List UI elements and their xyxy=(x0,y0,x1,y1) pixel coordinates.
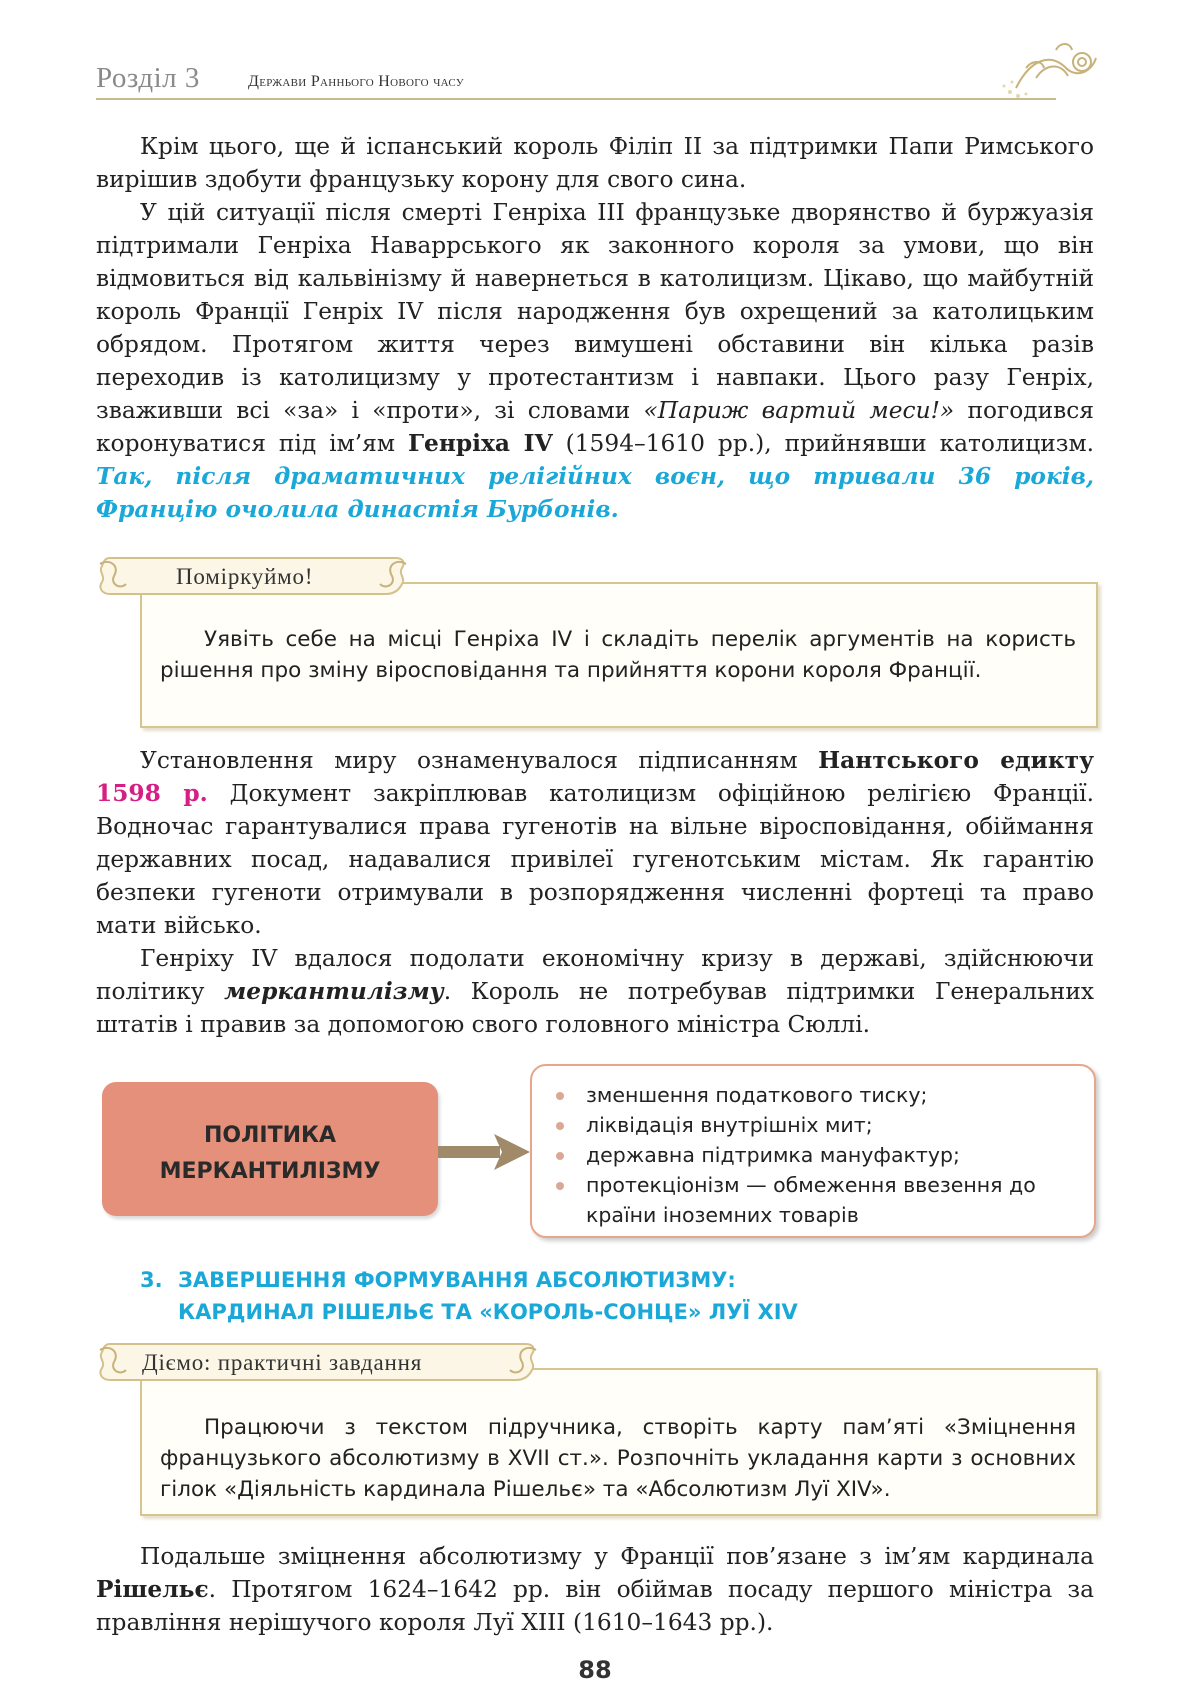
bullet-icon xyxy=(556,1122,564,1130)
mercantilism-box-label xyxy=(102,1118,438,1190)
bullet-icon xyxy=(556,1092,564,1100)
term-mercantilism: меркантилізму xyxy=(224,978,444,1005)
task-2-text: Працюючи з текстом підручника, створіть карту пам’яті «Зміцнення французького абсолютизму в XVII ст.». Розпочніть укладання карти з основних гілок «Діяльність кардинала Рішельє» та «Абсолютизм Луї XIV». xyxy=(160,1415,1076,1502)
nantes-edict: Нантського едикту xyxy=(818,747,1094,774)
list-item-text: протекціонізм — обмеження ввезення до країни іноземних товарів xyxy=(586,1173,1036,1227)
section-title: Держави Раннього Нового часу xyxy=(248,73,464,90)
mercantilism-measures-box xyxy=(530,1064,1096,1238)
section-heading-line-2: КАРДИНАЛ РІШЕЛЬЄ ТА «КОРОЛЬ-СОНЦЕ» ЛУЇ XIV xyxy=(178,1300,798,1324)
list-item-text: державна підтримка мануфактур; xyxy=(586,1143,960,1167)
task-tab-reflect xyxy=(96,554,410,598)
paragraph-5 xyxy=(96,1540,1094,1639)
task-tab-practice xyxy=(96,1340,540,1384)
section-heading-line-1: ЗАВЕРШЕННЯ ФОРМУВАННЯ АБСОЛЮТИЗМУ: xyxy=(178,1268,736,1292)
chapter-label: Розділ 3 xyxy=(96,62,200,94)
header-rule xyxy=(96,98,1056,100)
task-box-practice-text xyxy=(160,1412,1076,1505)
floral-ornament-icon xyxy=(996,38,1106,102)
paragraph-5-rest: . Протягом 1624–1642 рр. він обіймав посаду першого міністра за правління нерішучого короля Луї XIII (1610–1643 рр.). xyxy=(96,1576,1094,1636)
paragraph-4-rest: . Король не потребував підтримки Генеральних штатів і правив за допомогою свого головного міністра Сюллі. xyxy=(96,978,1094,1038)
paragraph-2-text: У цій ситуації після смерті Генріха III французьке дворянство й буржуазія підтримали Генріха Наваррського як законного короля за умови, що він відмовиться від кальвінізму й навернеться в католицизм. Цікаво, що майбутній король Франції Генріх IV після народження був охрещений за католицьким обрядом. Протягом життя через вимушені обставини він кілька разів переходив із католицизму у протестантизм і навпаки. Цього разу Генріх, зваживши всі «за» і «проти», зі словами xyxy=(96,199,1094,424)
bullet-icon xyxy=(556,1182,564,1190)
list-item xyxy=(550,1110,1078,1140)
body-text-top xyxy=(96,130,1094,526)
task-box-reflect xyxy=(140,582,1098,728)
paragraph-3-rest: Документ закріплював католицизм офіційною релігією Франції. Водночас гарантувалися права гугенотів на вільне віросповідання, обіймання державних посад, надавалися привілеї гугенотським містам. Як гарантію безпеки гугеноти отримували в розпорядження численні фортеці та право мати військо. xyxy=(96,780,1094,939)
mercantilism-measures-list xyxy=(550,1080,1078,1230)
richelieu-name: Рішельє xyxy=(96,1576,209,1603)
paragraph-2 xyxy=(96,196,1094,526)
list-item-text: ліквідація внутрішніх мит; xyxy=(586,1113,873,1137)
paragraph-4-start: Генріху IV вдалося подолати економічну кризу в державі, здійснюючи політику xyxy=(96,945,1094,1005)
paragraph-5-start: Подальше зміцнення абсолютизму у Франції пов’язане з ім’ям кардинала xyxy=(140,1543,1094,1570)
highlight-bourbons: Так, після драматичних релігійних воєн, що тривали 36 років, Францію очолила династія Бурбонів. xyxy=(96,463,1094,523)
body-text-middle xyxy=(96,744,1094,1041)
mercantilism-box xyxy=(102,1082,438,1216)
paragraph-1: Крім цього, ще й іспанський король Філіп II за підтримки Папи Римського вирішив здобути французьку корону для свого сина. xyxy=(96,133,1094,193)
page-header xyxy=(96,60,1096,100)
task-1-text: Уявіть себе на місці Генріха IV і складіть перелік аргументів на користь рішення про зміну віросповідання та прийняття корони короля Франції. xyxy=(160,627,1076,683)
task-box-reflect-text xyxy=(160,624,1076,686)
task-tab-practice-label: Діємо: практичні завдання xyxy=(142,1350,423,1375)
paragraph-2-mid: погодився коронуватися під ім’ям xyxy=(96,397,1094,457)
task-box-practice xyxy=(140,1368,1098,1516)
right-arrow-icon xyxy=(438,1132,530,1172)
list-item xyxy=(550,1170,1078,1230)
page-number: 88 xyxy=(578,1656,612,1684)
paragraph-3-start: Установлення миру ознаменувалося підписанням xyxy=(140,747,819,774)
bullet-icon xyxy=(556,1152,564,1160)
body-text-bottom xyxy=(96,1540,1094,1639)
henry-iv-name: Генріха IV xyxy=(407,430,553,457)
list-item xyxy=(550,1080,1078,1110)
section-number: 3. xyxy=(140,1268,163,1292)
mercantilism-line-2: МЕРКАНТИЛІЗМУ xyxy=(159,1159,381,1184)
quote-paris: «Париж вартий меси!» xyxy=(643,397,955,424)
list-item-text: зменшення податкового тиску; xyxy=(586,1083,928,1107)
paragraph-4 xyxy=(96,942,1094,1041)
paragraph-2-after: (1594–1610 рр.), прийнявши католицизм. xyxy=(552,430,1095,457)
year-1598: 1598 р. xyxy=(96,780,208,807)
task-tab-reflect-label: Поміркуймо! xyxy=(176,564,314,589)
list-item xyxy=(550,1140,1078,1170)
mercantilism-line-1: ПОЛІТИКА xyxy=(204,1123,336,1148)
paragraph-3 xyxy=(96,744,1094,942)
